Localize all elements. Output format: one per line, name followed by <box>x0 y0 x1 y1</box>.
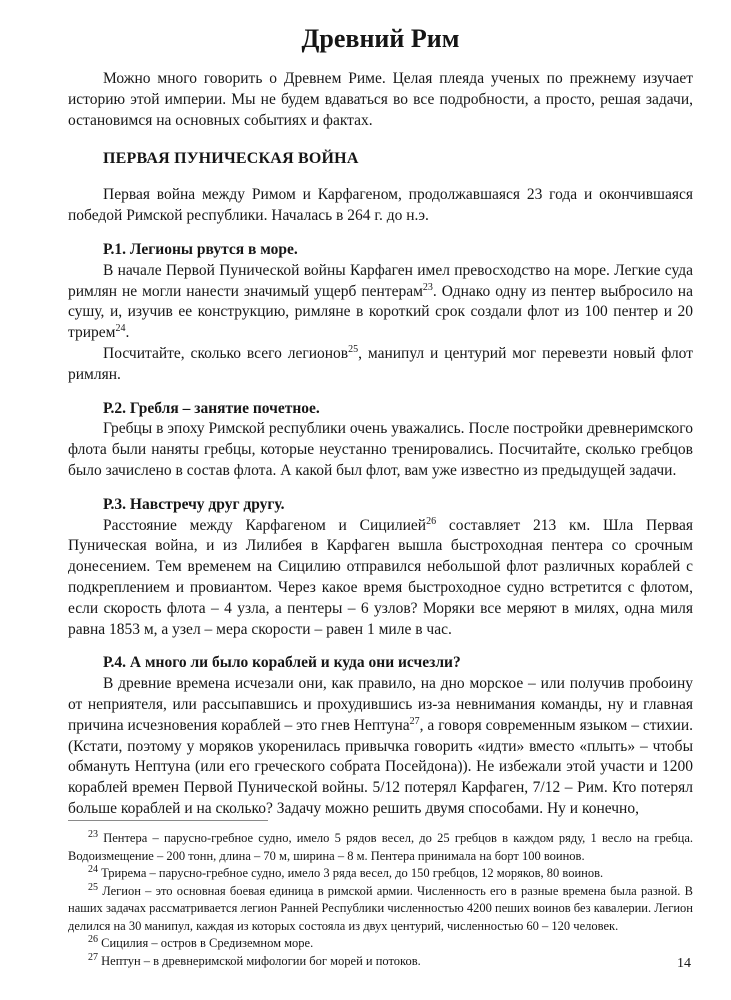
footnote-ref: 25 <box>348 343 359 355</box>
footnote-ref: 27 <box>409 715 420 727</box>
footnote: $^{23}$ Пентера – парусно-гребное судно, имело 5 рядов весел, до 25 гребцов в каждом ряду, 1 весло на гребца. Водоизмещение – 200 тонн, длина – 70 м, ширина – 8 м. Пентера принимала на борт 100 воинов. <box>68 828 693 863</box>
problems-list <box>68 240 693 820</box>
problem-heading: Р.1. Легионы рвутся в море. <box>103 240 298 258</box>
problem-paragraph: Гребцы в эпоху Римской республики очень уважались. После постройки древнеримского флота были наняты гребцы, которые неустанно тренировались. Посчитайте, сколько гребцов было зачислено в состав флота. А какой был флот, вам уже известно из предыдущей задачи. <box>68 420 693 479</box>
footnote-number: 24 <box>88 863 98 875</box>
page-title: Древний Рим <box>301 24 460 53</box>
problem-heading: Р.4. А много ли было кораблей и куда они исчезли? <box>103 654 461 672</box>
footnote-ref: 24 <box>115 323 126 335</box>
footnote: $^{25}$ Легион – это основная боевая единица в римской армии. Численность его в разные времена была разной. В наших задачах рассматривается легион Ранней Республики численностью 4200 пеших воинов без кавалерии. Легион делился на 30 манипул, каждая из которых состояла из двух центурий, численностью 60 – 120 человек. <box>68 881 693 933</box>
problem-paragraph: В древние времена исчезали они, как правило, на дно морское – или получив пробоину от неприятеля, или рассыпавшись и прохудившись из-за невнимания команды, ну и главная причина исчезновения кораблей – это гнев Нептуна$^{27}$, а говоря современным языком – стихии. (Кстати, поэтому у моряков укоренилась привычка говорить «идти» вместо «плыть» – чтобы обмануть Нептуна (или его греческого собрата Посейдона)). Не избежали этой участи и 1200 кораблей времен Первой Пунической войны. 5/12 потерял Карфаген, 7/12 – Рим. Кто потерял больше кораблей и на сколько? Задачу можно решить двумя способами. Ну и конечно, <box>68 675 693 817</box>
footnote-number: 27 <box>88 951 98 963</box>
footnote: $^{26}$ Сицилия – остров в Средиземном море. <box>88 933 314 950</box>
problem-paragraph: Расстояние между Карфагеном и Сицилией$^{26}$ составляет 213 км. Шла Первая Пуническая война, и из Лилибея в Карфаген вышла быстроходная пентера со срочным донесением. Тем временем на Сицилию отправился небольшой флот различных кораблей с подкреплением и провиантом. Через какое время быстроходное судно встретится с флотом, если скорость флота – 4 узла, а пентеры – 6 узлов? Моряки все меряют в милях, одна миля равна 1853 м, а узел – мера скорости – равен 1 миле в час. <box>68 515 694 638</box>
footnote-area <box>68 820 693 970</box>
section-lead-paragraph: Первая война между Римом и Карфагеном, продолжавшаяся 23 года и окончившаяся победой Римской республики. Началась в 264 г. до н.э. <box>68 186 693 225</box>
footnote-separator <box>68 820 268 821</box>
problem-paragraph: В начале Первой Пунической войны Карфаген имел превосходство на море. Легкие суда римлян не могли нанести значимый ущерб пентерам$^{23}$. Однако одну из пентер выбросило на сушу, и, изучив ее конструкцию, римляне в короткий срок создали флот из 100 пентер и 20 трирем$^{24}$. <box>68 261 693 342</box>
problem-paragraph: Посчитайте, сколько всего легионов$^{25}$, манипул и центурий мог перевезти новый флот римлян. <box>68 343 693 383</box>
footnote-number: 23 <box>88 828 98 840</box>
problem-heading: Р.2. Гребля – занятие почетное. <box>103 399 320 417</box>
problem-heading: Р.3. Навстречу друг другу. <box>103 495 285 513</box>
footnote: $^{27}$ Нептун – в древнеримской мифологии бог морей и потоков. <box>88 951 421 968</box>
footnote-number: 25 <box>88 881 98 893</box>
section-heading-first-punic-war: ПЕРВАЯ ПУНИЧЕСКАЯ ВОЙНА <box>103 150 359 168</box>
footnote-number: 26 <box>88 933 98 945</box>
footnote: $^{24}$ Трирема – парусно-гребное судно, имело 3 ряда весел, до 150 гребцов, 12 моряков, 80 воинов. <box>88 863 604 880</box>
footnote-ref: 23 <box>422 281 433 293</box>
intro-paragraph: Можно много говорить о Древнем Риме. Целая плеяда ученых по прежнему изучает историю этой империи. Мы не будем вдаваться во все подробности, а просто, решая задачи, остановимся на основных событиях и фактах. <box>68 70 693 129</box>
page-number: 14 <box>677 956 691 971</box>
footnote-ref: 26 <box>426 515 437 527</box>
footnotes-list <box>68 830 693 970</box>
